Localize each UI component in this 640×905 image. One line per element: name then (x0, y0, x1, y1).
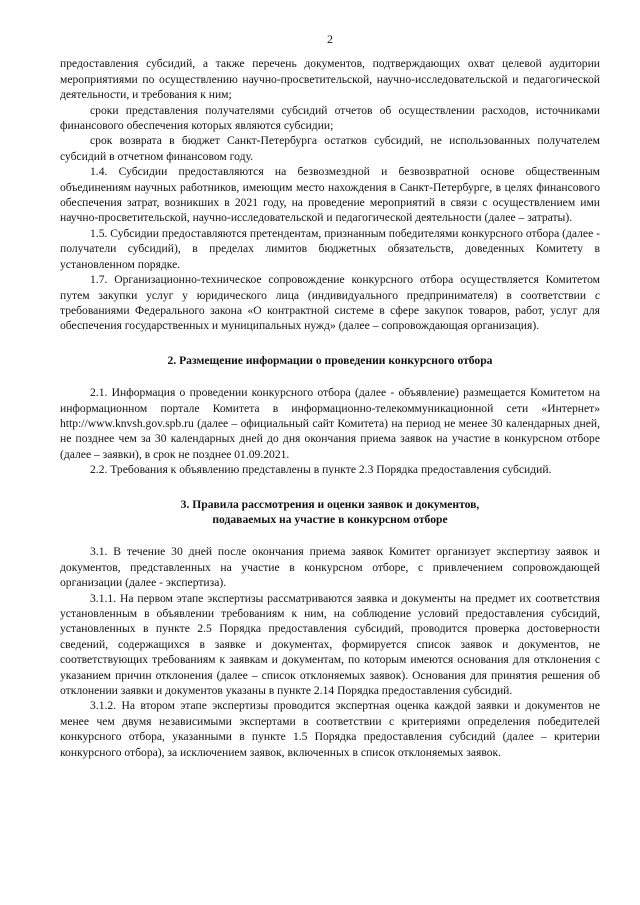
section-3-heading-line-2: подаваемых на участие в конкурсном отборе (212, 512, 448, 526)
paragraph-3-1-1: 3.1.1. На первом этапе экспертизы рассматриваются заявка и документы на предмет их соответствия установленным в объявлении требованиям к ним, на соблюдение условий предоставления субсидий, установленных в пункте 2.5 Порядка предоставления субсидий, проводится проверка достоверности сведений, содержащихся в заявке и документах, формируется список заявок и документов, не соответствующих требованиям к заявкам и документам, по которым имеются основания для отклонения с указанием причин отклонения (далее – список отклоняемых заявок). Основания для принятия решения об отклонении заявки и документов указаны в пункте 2.14 Порядка предоставления субсидий. (60, 591, 600, 698)
paragraph-2-1: 2.1. Информация о проведении конкурсного отбора (далее - объявление) размещается Комитетом на информационном портале Комитета в информационно-телекоммуникационной сети «Интернет» http://www.knvsh.gov.spb.ru (далее – официальный сайт Комитета) на период не менее 30 календарных дней, не позднее чем за 30 календарных дней до дня окончания приема заявок на участие в конкурсном отборе (далее – заявки), в срок не позднее 01.09.2021. (60, 386, 600, 461)
paragraph-1-5: 1.5. Субсидии предоставляются претендентам, признанным победителями конкурсного отбора (далее - получатели субсидий), в пределах лимитов бюджетных обязательств, доведенных Комитету в установленном порядке. (60, 226, 600, 271)
section-3-heading-line-1: 3. Правила рассмотрения и оценки заявок и документов, (180, 497, 480, 511)
paragraph-continuation-1: предоставления субсидий, а также перечень документов, подтверждающих охват целевой аудитории мероприятиями по осуществлению научно-просветительской, научно-исследовательской и педагогической деятельности, и требования к ним; (60, 57, 600, 102)
section-2-heading: 2. Размещение информации о проведении конкурсного отбора (167, 353, 493, 367)
paragraph-continuation-2: сроки представления получателями субсидий отчетов об осуществлении расходов, источниками финансового обеспечения которых являются субсидии; (60, 103, 600, 133)
page-number: 2 (327, 32, 333, 46)
paragraph-2-2: 2.2. Требования к объявлению представлены в пункте 2.3 Порядка предоставления субсидий. (90, 463, 552, 477)
paragraph-3-1-2: 3.1.2. На втором этапе экспертизы проводится экспертная оценка каждой заявки и документов не менее чем двумя независимыми экспертами в соответствии с критериями определения победителей конкурсного отбора, указанными в пункте 1.5 Порядка предоставления субсидий (далее – критерии конкурсного отбора), за исключением заявок, включенных в список отклоняемых заявок. (60, 699, 600, 759)
paragraph-3-1: 3.1. В течение 30 дней после окончания приема заявок Комитет организует экспертизу заявок и документов, представленных на участие в конкурсном отборе, с привлечением сопровождающей организации (далее - экспертиза). (60, 545, 600, 590)
paragraph-1-4: 1.4. Субсидии предоставляются на безвозмездной и безвозвратной основе общественным объединениям научных работников, имеющим место нахождения в Санкт-Петербурге, в целях финансового обеспечения затрат, возникших в 2021 году, на проведение мероприятий в связи с осуществлением ими научно-просветительской, научно-исследовательской и педагогической деятельности (далее – затраты). (60, 165, 600, 225)
paragraph-continuation-3: срок возврата в бюджет Санкт-Петербурга остатков субсидий, не использованных получателем субсидий в отчетном финансовом году. (60, 134, 600, 163)
paragraph-1-7: 1.7. Организационно-техническое сопровождение конкурсного отбора осуществляется Комитетом путем закупки услуг у юридического лица (индивидуального предпринимателя) в соответствии с требованиями Федерального закона «О контрактной системе в сфере закупок товаров, работ, услуг для обеспечения государственных и муниципальных нужд» (далее – сопровождающая организация). (60, 273, 600, 333)
